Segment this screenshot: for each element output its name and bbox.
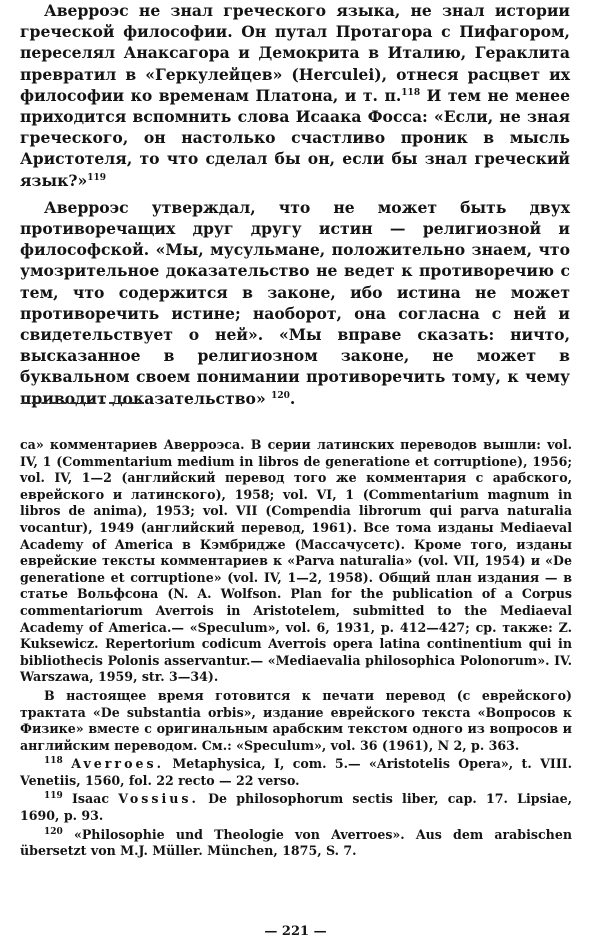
paragraph-2: Аверроэс утверждал, что не может быть двух противоречащих друг другу истин — религиозной и философской. «Мы, мусульмане, положительно знаем, что умозрительное доказательство не ведет к противоречию с тем, что содержится в законе, ибо истина не может противоречить истине; наоборот, она согласна с ней и свидетельствует о ней». «Мы вправе сказать: ничто, высказанное в религиозном законе, не может в буквальном своем понимании противоречить тому, к чему приводит доказательство» $^{120}$.	[20, 197, 570, 408]
footnote-119: $^{119}$ Isaac Vossius. De philosophorum sectis liber, cap. 17. Lipsiae, 1690, p. 93.	[20, 791, 573, 824]
paragraph-1: Аверроэс не знал греческого языка, не знал истории греческой философии. Он путал Протагора с Пифагором, переселял Анаксагора и Демокрита в Италию, Гераклита превратил в «Геркулейцев» (Herculei), отнеся расцвет их философии ко временам Платона, и т. п.$^{118}$ И тем не менее приходится вспомнить слова Исаака Фосса: «Если, не зная греческого, он настолько счастливо проник в мысль Аристотеля, то что сделал бы он, если бы знал греческий язык?»$^{119}$	[20, 1, 571, 190]
footnote-ref-119[interactable]: 119	[87, 172, 107, 183]
page-number: — 221 —	[264, 924, 327, 939]
footnote-ref-120[interactable]: 120	[271, 390, 290, 401]
footnote-continuation: са» комментариев Аверроэса. В серии латинских переводов вышли: vol. IV, 1 (Commentarium medium in libros de generatione et corruptione), 1956; vol. IV, 1—2 (английский перевод того же комментария с арабского, еврейского и латинского), 1958; vol. VI, 1 (Commentarium magnum in libros de anima), 1953; vol. VII (Compendia librorum qui parva naturalia vocantur), 1949 (английский перевод, 1961). Все тома изданы Mediaeval Academy of America в Кэмбридже (Массачусетс). Кроме того, изданы еврейские тексты комментариев к «Parva naturalia» (vol. VII, 1954) и «De generatione et corruptione» (vol. IV, 1—2, 1958). Общий план издания — в статье Вольфсона (N. A. Wolfson. Plan for the publication of a Corpus commentariorum Averrois in Aristotelem, submitted to the Mediaeval Academy of America.— «Speculum», vol. 6, 1931, p. 412—427; ср. также: Z. Kuksewicz. Repertorium codicum Averrois opera latina continentium qui in bibliothecis Polonis asservantur.— «Mediaevalia philosophica Polonorum». IV. Warszawa, 1959, str. 3—34).	[20, 437, 572, 685]
footnote-120: $^{120}$ «Philosophie und Theologie von Averroes». Aus dem arabischen übersetzt von M.J. Müller. München, 1875, S. 7.	[20, 826, 572, 859]
footnotes	[20, 437, 572, 860]
main-text	[20, 0, 570, 409]
footnote-text: В настоящее время готовится к печати перевод (с еврейского) трактата «De substantia orbis», издание еврейского текста «Вопросов к Физике» вместе с оригинальным арабским текстом одного из вопросов и английским переводом. См.: «Speculum», vol. 36 (1961), N 2, p. 363.	[20, 687, 572, 753]
footnote-separator	[22, 402, 144, 404]
footnote-ref-118[interactable]: 118	[401, 87, 421, 98]
footnote-118: $^{118}$ Averroes. Metaphysica, I, com. 5.— «Aristotelis Opera», t. VIII. Venetiis, 1560, fol. 22 recto — 22 verso.	[20, 756, 572, 788]
